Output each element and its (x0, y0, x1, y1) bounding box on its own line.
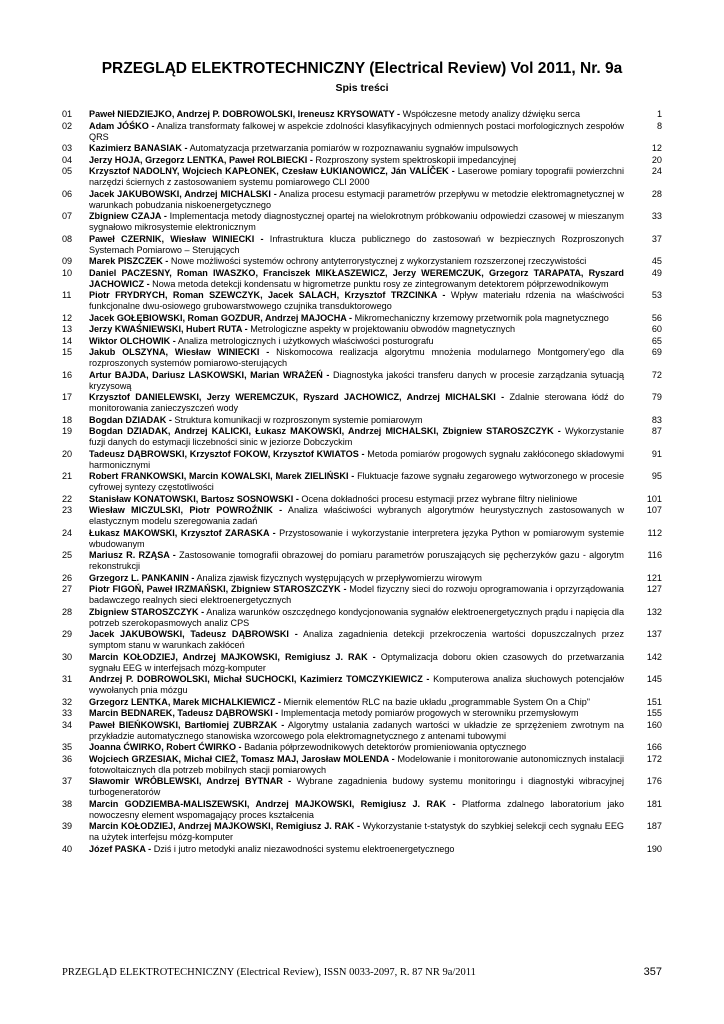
entry-page-number: 12 (651, 143, 662, 153)
toc-entry (62, 415, 662, 426)
entry-title: Laserowe pomiary topografii powierzchni narzędzi ściernych z zastosowaniem systemu pomiarowego CLI 2000 (89, 166, 625, 187)
entry-number: 35 (62, 742, 73, 752)
toc-entry (62, 290, 662, 312)
entry-number: 17 (62, 392, 73, 402)
entry-authors: Paweł CZERNIK, Wiesław WINIECKI - (89, 233, 264, 244)
entry-page-number: 160 (646, 719, 662, 730)
entry-title: Zastosowanie tomografii obrazowej do pomiaru parametrów poruszających się pęcherzyków gazu - algorytm rekonstrukcji (89, 550, 625, 571)
entry-body (89, 697, 624, 708)
entry-authors: Jerzy HOJA, Grzegorz LENTKA, Paweł ROLBIECKI - (89, 154, 313, 165)
toc-entry (62, 189, 662, 211)
entry-number: 30 (62, 651, 73, 662)
entry-body (89, 336, 624, 347)
entry-authors: Jacek JAKUBOWSKI, Andrzej MICHALSKI - (89, 188, 277, 199)
toc-entry (62, 155, 662, 166)
entry-authors: Bogdan DZIADAK, Andrzej KALICKI, Łukasz MAKOWSKI, Andrzej MICHALSKI, Zbigniew STAROSZCZYK - (89, 426, 561, 436)
entry-body (89, 234, 624, 256)
entry-title: Analiza metrologicznych i użytkowych właściwości posturografu (177, 335, 434, 346)
entry-title: Metrologiczne aspekty w projektowaniu obwodów magnetycznych (250, 324, 516, 334)
entry-body (89, 370, 624, 392)
entry-number: 34 (62, 719, 73, 730)
entry-authors: Andrzej P. DOBROWOLSKI, Michał SUCHOCKI, Kazimierz TOMCZYKIEWICZ - (89, 674, 430, 684)
entry-page-number: 116 (647, 550, 662, 560)
entry-authors: Jakub OLSZYNA, Wiesław WINIECKI - (89, 347, 270, 357)
entry-title: Dziś i jutro metodyki analiz niezawodności systemu elektroenergetycznego (153, 843, 455, 854)
entry-title: Model fizyczny sieci do rozwoju oprogramowania i oprzyrządowania badawczego realnych sieci elektroenergetycznych (89, 584, 624, 605)
entry-title: Analiza zjawisk fizycznych występujących w przepływomierzu wirowym (196, 572, 482, 583)
entry-authors: Wiktor OLCHOWIK - (89, 335, 176, 346)
entry-number: 10 (62, 267, 73, 278)
entry-body (89, 573, 624, 584)
entry-number: 23 (62, 505, 73, 515)
toc-entry (62, 584, 662, 606)
entry-body (89, 290, 624, 312)
toc-entry (62, 370, 662, 392)
toc-entry (62, 494, 662, 505)
entry-authors: Marcin BEDNAREK, Tadeusz DĄBROWSKI - (89, 708, 279, 718)
entry-page-number: 69 (651, 347, 662, 357)
entry-authors: Marek PISZCZEK - (89, 256, 169, 266)
toc-heading: Spis treści (335, 82, 389, 94)
entry-authors: Zbigniew CZAJA - (89, 211, 167, 221)
toc-entry (62, 143, 662, 154)
entry-number: 16 (62, 369, 73, 380)
entry-page-number: 95 (651, 471, 662, 481)
entry-number: 08 (62, 233, 73, 244)
entry-body (89, 674, 624, 696)
entry-number: 07 (62, 211, 73, 221)
entry-number: 03 (62, 143, 73, 153)
entry-title: Wybrane zagadnienia budowy systemu monitoringu i diagnostyki wibracyjnej turbogeneratorów (89, 776, 624, 797)
entry-page-number: 60 (651, 324, 662, 334)
entry-body (89, 550, 624, 572)
entry-authors: Artur BAJDA, Dariusz LASKOWSKI, Marian WRAŻEŃ - (89, 369, 330, 380)
entry-authors: Jerzy KWAŚNIEWSKI, Hubert RUTA - (89, 324, 248, 334)
entry-page-number: 145 (646, 674, 662, 684)
entry-authors: Tadeusz DĄBROWSKI, Krzysztof FOKOW, Krzysztof KWIATOS - (89, 448, 365, 459)
entry-authors: Piotr FIGOŃ, Paweł IRZMAŃSKI, Zbigniew STAROSZCZYK - (89, 584, 347, 594)
entry-authors: Piotr FRYDRYCH, Roman SZEWCZYK, Jacek SALACH, Krzysztof TRZCINKA - (89, 290, 446, 300)
entry-number: 09 (62, 256, 73, 266)
toc-entry (62, 821, 662, 843)
entry-page-number: 142 (646, 651, 662, 662)
entry-number: 06 (62, 188, 73, 199)
toc-entry (62, 313, 662, 324)
entry-body (89, 708, 624, 719)
entry-page-number: 87 (651, 426, 662, 436)
entry-title: Mikromechaniczny krzemowy przetwornik pola magnetycznego (354, 312, 609, 323)
entry-page-number: 24 (651, 166, 662, 176)
entry-authors: Wojciech GRZESIAK, Michał CIEŻ, Tomasz MAJ, Jarosław MOLENDA - (89, 753, 395, 764)
toc-entry (62, 324, 662, 335)
entry-authors: Marcin KOŁODZIEJ, Andrzej MAJKOWSKI, Remigiusz J. RAK - (89, 651, 376, 662)
entry-number: 37 (62, 776, 73, 786)
entry-page-number: 172 (646, 753, 662, 764)
entry-number: 13 (62, 324, 73, 334)
toc-entry (62, 449, 662, 471)
entry-title: Badania półprzewodnikowych detektorów promieniowania optycznego (244, 742, 527, 752)
toc-entry (62, 471, 662, 493)
entry-title: Nowa metoda detekcji kondensatu w higrometrze punktu rosy ze zintegrowanym detektorem półprzewodnikowym (152, 278, 609, 289)
entry-page-number: 101 (646, 493, 662, 504)
entry-page-number: 127 (646, 584, 662, 594)
entry-number: 25 (62, 550, 73, 560)
entry-title: Analiza właściwości wybranych algorytmów heurystycznych zastosowanych w elastycznym modelu szeregowania zadań (89, 505, 625, 526)
entry-body (89, 821, 624, 843)
entry-title: Wykorzystanie t-statystyk do szybkiej selekcji cech sygnału EEG na użytek interfejsu mózg-komputer (89, 821, 624, 842)
entry-body (89, 494, 624, 505)
entry-body (89, 607, 624, 629)
entry-page-number: 91 (651, 448, 662, 459)
toc-entry (62, 776, 662, 798)
toc-entry (62, 121, 662, 143)
entry-number: 40 (62, 843, 73, 854)
entry-page-number: 181 (646, 798, 662, 809)
toc-entry (62, 347, 662, 369)
entry-body (89, 629, 624, 651)
entry-title: Modelowanie i monitorowanie autonomicznych instalacji fotowoltaicznych dla potrzeb mobilnych stacji pomiarowych (89, 753, 624, 775)
entry-number: 12 (62, 312, 73, 323)
entry-number: 11 (62, 290, 72, 300)
entry-number: 15 (62, 347, 73, 357)
entry-title: Miernik elementów RLC na bazie układu „programmable System On a Chip" (283, 696, 591, 707)
entry-page-number: 33 (651, 211, 662, 221)
toc-entry (62, 528, 662, 550)
entry-page-number: 79 (651, 392, 662, 402)
entry-title: Algorytmy ustalania zadanych wartości w układzie ze sprzężeniem zwrotnym na przykładzie automatycznego stanowiska wzorcowego pola elektromagnetycznego z antenami tubowymi (89, 719, 624, 741)
entry-authors: Jacek GOŁĘBIOWSKI, Roman GOZDUR, Andrzej MAJOCHA - (89, 312, 353, 323)
entry-number: 19 (62, 426, 73, 436)
entry-body (89, 754, 624, 776)
toc-entry (62, 166, 662, 188)
entry-authors: Grzegorz L. PANKANIN - (89, 572, 195, 583)
entry-title: Infrastruktura klucza publicznego do zastosowań w bezpiecznych Rozproszonych Systemach Pomiarowo – Sterujących (89, 233, 624, 255)
toc-entry (62, 550, 662, 572)
entry-page-number: 8 (656, 120, 662, 131)
entry-title: Automatyzacja przetwarzania pomiarów w rozpoznawaniu sygnałów impulsowych (189, 143, 519, 153)
page-title: PRZEGLĄD ELEKTROTECHNICZNY (Electrical Review) Vol 2011, Nr. 9a (101, 60, 623, 77)
entry-page-number: 187 (646, 821, 662, 831)
entry-number: 29 (62, 629, 73, 639)
entry-title: Wykorzystanie fuzji danych do estymacji liczebności sinic w jeziorze Dobczyckim (89, 426, 624, 447)
entry-page-number: 112 (647, 527, 662, 538)
toc-entry (62, 234, 662, 256)
toc-entry (62, 720, 662, 742)
entry-page-number: 166 (646, 742, 662, 752)
entry-title: Fluktuacje fazowe sygnału zegarowego wytworzonego w procesie cyfrowej syntezy częstotliwości (89, 471, 624, 492)
entry-authors: Kazimierz BANASIAK - (89, 143, 188, 153)
entry-page-number: 28 (651, 188, 662, 199)
entry-page-number: 107 (646, 505, 662, 515)
entry-page-number: 151 (646, 696, 662, 707)
entry-number: 28 (62, 606, 73, 617)
toc-entry (62, 573, 662, 584)
entry-body (89, 256, 624, 267)
toc-entry (62, 211, 662, 233)
entry-authors: Paweł NIEDZIEJKO, Andrzej P. DOBROWOLSKI, Ireneusz KRYSOWATY - (89, 109, 401, 119)
entry-page-number: 190 (646, 843, 662, 854)
entry-number: 24 (62, 527, 73, 538)
entry-body (89, 121, 624, 143)
entry-title: Zdalnie sterowana łódź do monitorowania zanieczyszczeń wody (89, 392, 624, 413)
entry-authors: Łukasz MAKOWSKI, Krzysztof ZARASKA - (89, 527, 276, 538)
entry-authors: Zbigniew STAROSZCZYK - (89, 606, 205, 617)
entry-title: Platforma zdalnego laboratorium jako nowoczesny element wspomagający proces kształcenia (89, 798, 625, 820)
toc-entry (62, 607, 662, 629)
toc-entry (62, 629, 662, 651)
entry-page-number: 49 (651, 267, 662, 278)
entry-authors: Jacek JAKUBOWSKI, Tadeusz DĄBROWSKI - (89, 629, 298, 639)
entry-page-number: 20 (651, 154, 662, 165)
entry-number: 14 (62, 335, 73, 346)
entry-number: 04 (62, 154, 73, 165)
entry-body (89, 652, 624, 674)
entry-number: 31 (62, 674, 73, 684)
entry-title: Ocena dokładności procesu estymacji przez wybrane filtry nieliniowe (301, 493, 578, 504)
entry-body (89, 189, 624, 211)
toc-entry (62, 256, 662, 267)
entry-authors: Daniel PACZESNY, Roman IWASZKO, Franciszek MIKŁASZEWICZ, Jerzy WEREMCZUK, Grzegorz TARAPATA, Ryszard JACHOWICZ - (89, 267, 624, 289)
toc-entry (62, 392, 662, 414)
entry-page-number: 83 (651, 414, 662, 425)
entry-title: Niskomocowa realizacja algorytmu mnożenia modularnego Montgomery'ego dla rozproszonych systemów pomiarowo-sterujących (89, 347, 624, 368)
entry-number: 01 (62, 109, 73, 119)
entry-number: 05 (62, 166, 73, 176)
entry-body (89, 109, 624, 120)
entry-number: 26 (62, 572, 73, 583)
entry-title: Analiza zagadnienia detekcji przekroczenia wartości dopuszczalnych przez symptom stanu w warunkach zakłóceń (89, 629, 624, 650)
entry-body (89, 268, 624, 290)
entry-body (89, 347, 624, 369)
entry-title: Przystosowanie i wykorzystanie interpretera języka Python w pomiarowym systemie wbudowanym (89, 527, 625, 549)
entry-number: 21 (62, 471, 73, 481)
entry-authors: Sławomir WRÓBLEWSKI, Andrzej BYTNAR - (89, 776, 292, 786)
entry-body (89, 844, 624, 855)
entry-title: Komputerowa analiza słuchowych potencjałów wywołanych pnia mózgu (89, 674, 624, 695)
entry-number: 27 (62, 584, 73, 594)
entry-authors: Marcin GODZIEMBA-MALISZEWSKI, Andrzej MAJKOWSKI, Remigiusz J. RAK - (89, 798, 456, 809)
entry-page-number: 45 (651, 256, 662, 266)
table-of-contents (62, 109, 662, 855)
toc-entry (62, 674, 662, 696)
entry-page-number: 155 (646, 708, 662, 718)
entry-page-number: 65 (651, 335, 662, 346)
entry-body (89, 584, 624, 606)
entry-page-number: 37 (651, 233, 662, 244)
entry-body (89, 471, 624, 493)
entry-number: 20 (62, 448, 73, 459)
entry-title: Struktura komunikacji w rozproszonym systemie pomiarowym (174, 414, 423, 425)
entry-authors: Grzegorz LENTKA, Marek MICHALKIEWICZ - (89, 696, 281, 707)
entry-body (89, 742, 624, 753)
entry-body (89, 155, 624, 166)
entry-number: 39 (62, 821, 73, 831)
entry-page-number: 137 (646, 629, 662, 639)
entry-authors: Krzysztof NADOLNY, Wojciech KAPŁONEK, Czesław ŁUKIANOWICZ, Ján VALÍČEK - (89, 166, 455, 176)
entry-authors: Józef PASKA - (89, 843, 152, 854)
toc-entry (62, 697, 662, 708)
entry-title: Diagnostyka jakości transferu danych w procesie zarządzania sytuacją kryzysową (89, 369, 624, 391)
entry-title: Współczesne metody analizy dźwięku serca (402, 109, 581, 119)
entry-body (89, 776, 624, 798)
entry-body (89, 505, 624, 527)
toc-entry (62, 505, 662, 527)
toc-entry (62, 844, 662, 855)
entry-page-number: 56 (651, 312, 662, 323)
entry-authors: Joanna ĆWIRKO, Robert ĆWIRKO - (89, 742, 242, 752)
entry-number: 33 (62, 708, 73, 718)
entry-body (89, 720, 624, 742)
entry-number: 18 (62, 414, 73, 425)
entry-body (89, 313, 624, 324)
entry-authors: Robert FRANKOWSKI, Marcin KOWALSKI, Marek ZIELIŃSKI - (89, 471, 355, 481)
entry-title: Implementacja metody diagnostycznej opartej na wielokrotnym próbkowaniu odpowiedzi czasowej w mieszanym sygnałowo mikrosystemie elektronicznym (89, 211, 624, 232)
entry-authors: Stanisław KONATOWSKI, Bartosz SOSNOWSKI - (89, 493, 299, 504)
toc-entry (62, 708, 662, 719)
entry-number: 38 (62, 798, 73, 809)
entry-body (89, 211, 624, 233)
entry-page-number: 176 (646, 776, 662, 786)
toc-entry (62, 109, 662, 120)
footer-journal-info: PRZEGLĄD ELEKTROTECHNICZNY (Electrical Review), ISSN 0033-2097, R. 87 NR 9a/2011 (62, 967, 476, 978)
entry-body (89, 449, 624, 471)
entry-authors: Marcin KOŁODZIEJ, Andrzej MAJKOWSKI, Remigiusz J. RAK - (89, 821, 361, 831)
footer-page-number: 357 (643, 966, 662, 978)
entry-page-number: 132 (646, 606, 662, 617)
entry-authors: Mariusz R. RZĄSA - (89, 550, 176, 560)
entry-body (89, 392, 624, 414)
entry-title: Wpływ materiału rdzenia na właściwości funkcjonalne dwu-osiowego grubowarstwowego czujnika transduktorowego (89, 290, 624, 311)
entry-title: Analiza warunków oszczędnego kondycjonowania sygnałów elektroenergetycznych prądu i napięcia dla potrzeb szerokopasmowych analiz CPS (89, 606, 624, 628)
entry-title: Metoda pomiarów progowych sygnału zakłóconego składowymi harmonicznymi (89, 448, 624, 470)
entry-authors: Paweł BIEŃKOWSKI, Bartłomiej ZUBRZAK - (89, 719, 285, 730)
entry-body (89, 143, 624, 154)
entry-body (89, 415, 624, 426)
entry-title: Analiza procesu estymacji parametrów przepływu w metodzie elektromagnetycznej w warunkach pobudzania niskoenergetycznego (89, 188, 624, 210)
toc-entry (62, 652, 662, 674)
entry-title: Rozproszony system spektroskopii impedancyjnej (315, 154, 517, 165)
entry-number: 02 (62, 120, 73, 131)
entry-title: Nowe możliwości systemów ochrony antyterrorystycznej z wykorzystaniem rozszerzonej rzeczywistości (170, 256, 587, 266)
entry-page-number: 1 (656, 109, 662, 119)
entry-body (89, 324, 624, 335)
entry-body (89, 799, 624, 821)
entry-number: 22 (62, 493, 73, 504)
toc-entry (62, 799, 662, 821)
toc-entry (62, 742, 662, 753)
toc-entry (62, 336, 662, 347)
entry-title: Analiza transformaty falkowej w aspekcie zdolności klasyfikacyjnych odmiennych postaci morfologicznych zespołów QRS (89, 120, 624, 142)
entry-authors: Krzysztof DANIELEWSKI, Jerzy WEREMCZUK, Ryszard JACHOWICZ, Andrzej MICHALSKI - (89, 392, 505, 402)
entry-authors: Bogdan DZIADAK - (89, 414, 172, 425)
toc-entry (62, 754, 662, 776)
entry-title: Optymalizacja doboru okien czasowych do przetwarzania sygnału EEG w interfejsach mózg-komputer (89, 651, 624, 673)
entry-number: 32 (62, 696, 73, 707)
entry-number: 36 (62, 753, 73, 764)
entry-authors: Adam JÓŚKO - (89, 120, 155, 131)
entry-body (89, 426, 624, 448)
toc-entry (62, 268, 662, 290)
entry-authors: Wiesław MICZULSKI, Piotr POWROŹNIK - (89, 505, 283, 515)
entry-body (89, 528, 624, 550)
entry-page-number: 72 (651, 369, 662, 380)
entry-body (89, 166, 624, 188)
toc-entry (62, 426, 662, 448)
entry-page-number: 121 (646, 572, 662, 583)
entry-title: Implementacja metody pomiarów progowych w sterowniku przemysłowym (280, 708, 579, 718)
entry-page-number: 53 (651, 290, 662, 300)
